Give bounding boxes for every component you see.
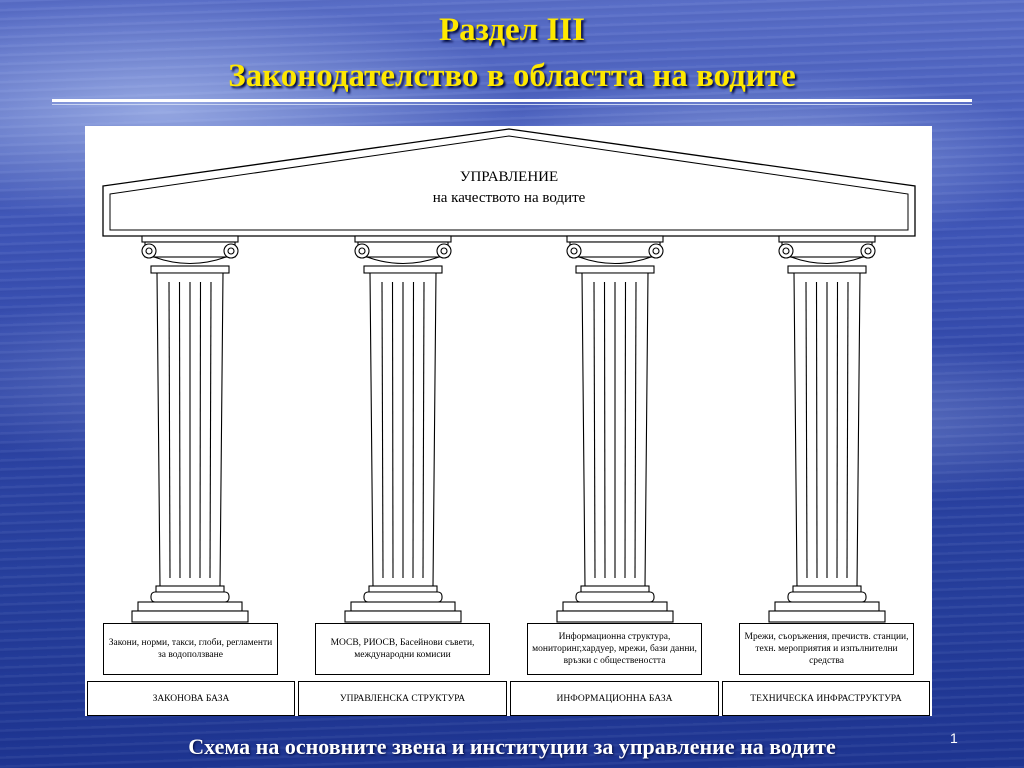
column-flute (180, 282, 181, 578)
column-stylobate (132, 611, 248, 622)
column-stylobate (769, 611, 885, 622)
column-base-ring (581, 586, 649, 592)
column-volute-eye (359, 248, 365, 254)
column-echinus (579, 257, 651, 264)
slide-number: 1 (950, 730, 958, 746)
column-flute (817, 282, 818, 578)
column-plinth (563, 602, 667, 611)
column-flute (200, 282, 201, 578)
column-torus (576, 592, 654, 602)
column-abacus (355, 236, 451, 242)
pillar-description-3: Информационна структура, мониторинг,хардуер, мрежи, бази данни, връзки с обществеността (527, 623, 702, 675)
column-flute (605, 282, 606, 578)
column-capital (782, 242, 872, 257)
slide-section-title: Раздел III (439, 12, 585, 48)
column-3 (557, 236, 673, 622)
pillar-base-3: ИНФОРМАЦИОННА БАЗА (510, 681, 719, 716)
column-flute (413, 282, 414, 578)
temple-diagram-panel (85, 126, 932, 716)
roof-subtitle: на качеството на водите (432, 190, 586, 206)
title-divider-thin (52, 104, 972, 105)
column-torus (364, 592, 442, 602)
column-4 (769, 236, 885, 622)
column-necking (151, 266, 229, 273)
column-volute-eye (441, 248, 447, 254)
column-echinus (154, 257, 226, 264)
column-echinus (367, 257, 439, 264)
column-echinus (791, 257, 863, 264)
slide-main-title: Законодателство в областта на водите (228, 58, 796, 94)
column-volute-eye (653, 248, 659, 254)
column-torus (151, 592, 229, 602)
pillar-base-1: ЗАКОНОВА БАЗА (87, 681, 295, 716)
slide-caption: Схема на основните звена и институции за управление на водите (188, 734, 836, 759)
column-abacus (567, 236, 663, 242)
roof-title: УПРАВЛЕНИЕ (459, 169, 559, 185)
column-necking (788, 266, 866, 273)
column-volute-eye (783, 248, 789, 254)
column-base-ring (369, 586, 437, 592)
columns-group (132, 236, 885, 622)
column-volute-eye (571, 248, 577, 254)
column-base-ring (156, 586, 224, 592)
column-stylobate (557, 611, 673, 622)
pillar-description-1: Закони, норми, такси, глоби, регламенти за водоползване (103, 623, 278, 675)
column-capital (570, 242, 660, 257)
column-necking (364, 266, 442, 273)
pillar-description-2: МОСВ, РИОСВ, Басейнови съвети, международни комисии (315, 623, 490, 675)
column-flute (393, 282, 394, 578)
column-torus (788, 592, 866, 602)
column-plinth (351, 602, 455, 611)
column-volute-eye (146, 248, 152, 254)
pillar-base-4: ТЕХНИЧЕСКА ИНФРАСТРУКТУРА (722, 681, 930, 716)
pillar-base-2: УПРАВЛЕНСКА СТРУКТУРА (298, 681, 507, 716)
column-base-ring (793, 586, 861, 592)
column-capital (145, 242, 235, 257)
column-plinth (138, 602, 242, 611)
column-flute (625, 282, 626, 578)
column-abacus (779, 236, 875, 242)
title-divider (52, 99, 972, 102)
temple-roof (103, 129, 915, 236)
pillar-description-4: Мрежи, съоръжения, пречиств. станции, техн. мероприятия и изпълнителни средства (739, 623, 914, 675)
column-2 (345, 236, 461, 622)
column-flute (837, 282, 838, 578)
column-volute-eye (228, 248, 234, 254)
column-1 (132, 236, 248, 622)
column-stylobate (345, 611, 461, 622)
column-plinth (775, 602, 879, 611)
column-abacus (142, 236, 238, 242)
column-necking (576, 266, 654, 273)
column-volute-eye (865, 248, 871, 254)
column-capital (358, 242, 448, 257)
